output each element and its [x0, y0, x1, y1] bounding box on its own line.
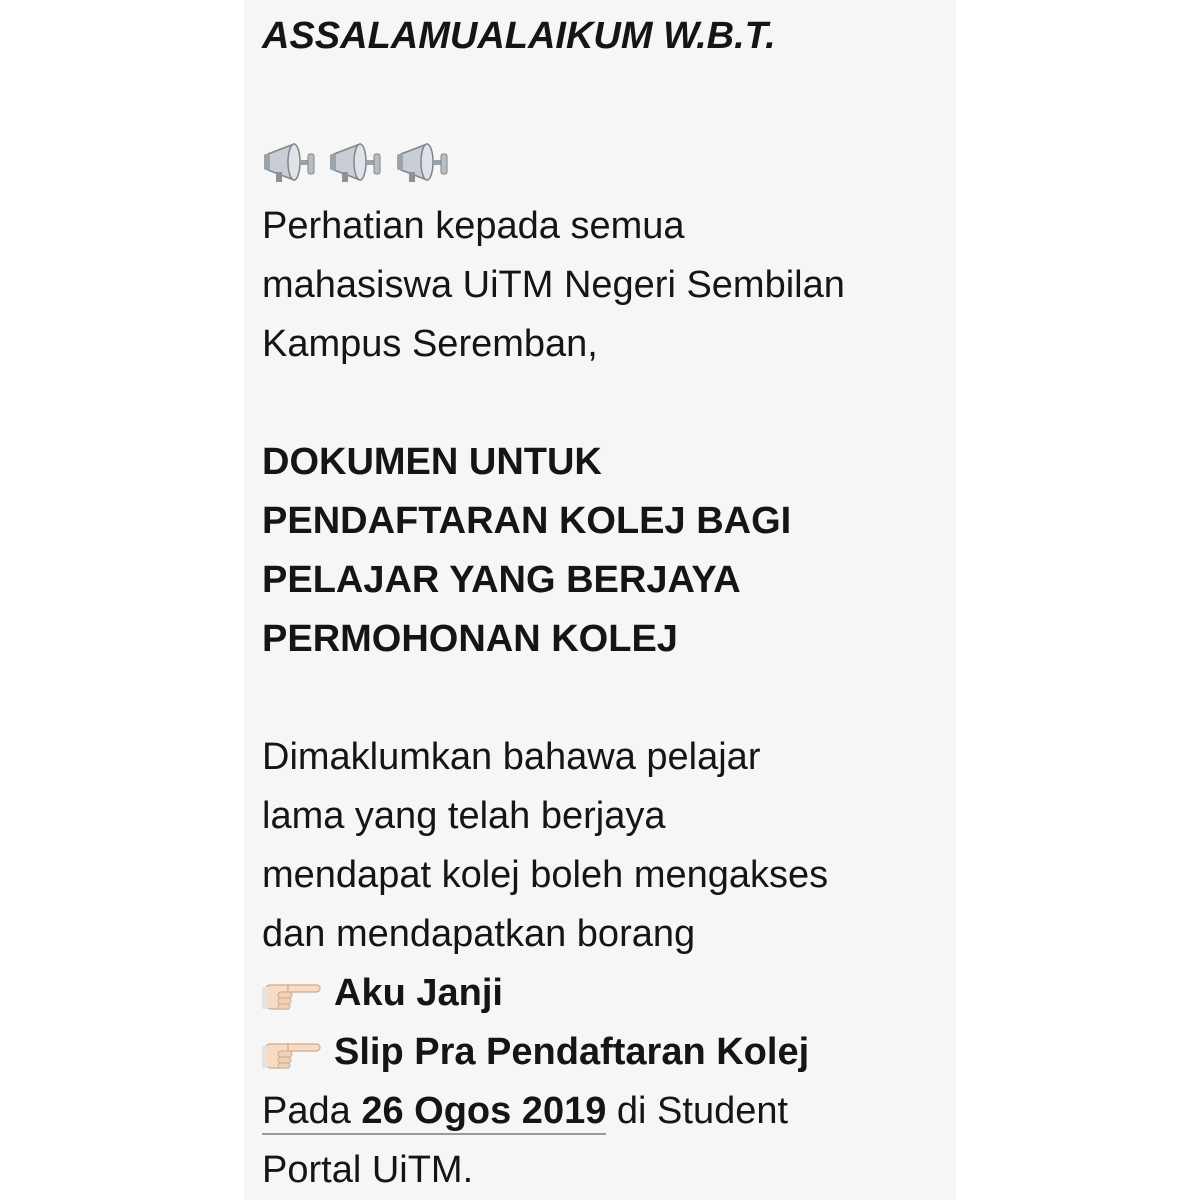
megaphone-icon — [395, 138, 451, 188]
intro-line: mahasiswa UiTM Negeri Sembilan — [262, 264, 845, 306]
list-item-label: Aku Janji — [334, 972, 503, 1014]
date-link[interactable] — [262, 1090, 606, 1135]
body-line: lama yang telah berjaya — [262, 795, 666, 837]
message-text — [262, 0, 952, 1200]
headline-line: PELAJAR YANG BERJAYA — [262, 559, 741, 601]
body-line: dan mendapatkan borang — [262, 913, 696, 955]
list-item-aku-janji — [262, 964, 952, 1023]
date-suffix: di Student — [606, 1090, 789, 1132]
headline-line: PENDAFTARAN KOLEJ BAGI — [262, 500, 792, 542]
megaphone-icon — [262, 138, 318, 188]
headline-line: PERMOHONAN KOLEJ — [262, 618, 678, 660]
date-value: 26 Ogos 2019 — [361, 1090, 607, 1132]
pointing-hand-icon — [262, 977, 322, 1013]
body-line: Dimaklumkan bahawa pelajar — [262, 736, 761, 778]
megaphone-icon — [328, 138, 384, 188]
list-item-slip-pra-pendaftaran — [262, 1023, 952, 1082]
greeting-text: ASSALAMUALAIKUM W.B.T. — [262, 15, 776, 57]
date-line — [262, 1082, 952, 1141]
body-line: mendapat kolej boleh mengakses — [262, 854, 829, 896]
headline-line: DOKUMEN UNTUK — [262, 441, 602, 483]
intro-line: Perhatian kepada semua — [262, 205, 685, 247]
intro-line: Kampus Seremban, — [262, 323, 598, 365]
date-prefix: Pada — [262, 1090, 362, 1132]
megaphone-row — [262, 72, 952, 197]
spacer — [262, 374, 952, 433]
pointing-hand-icon — [262, 1036, 322, 1072]
list-item-label: Slip Pra Pendaftaran Kolej — [334, 1031, 810, 1073]
spacer — [262, 669, 952, 728]
closing-line: Portal UiTM. — [262, 1149, 474, 1191]
